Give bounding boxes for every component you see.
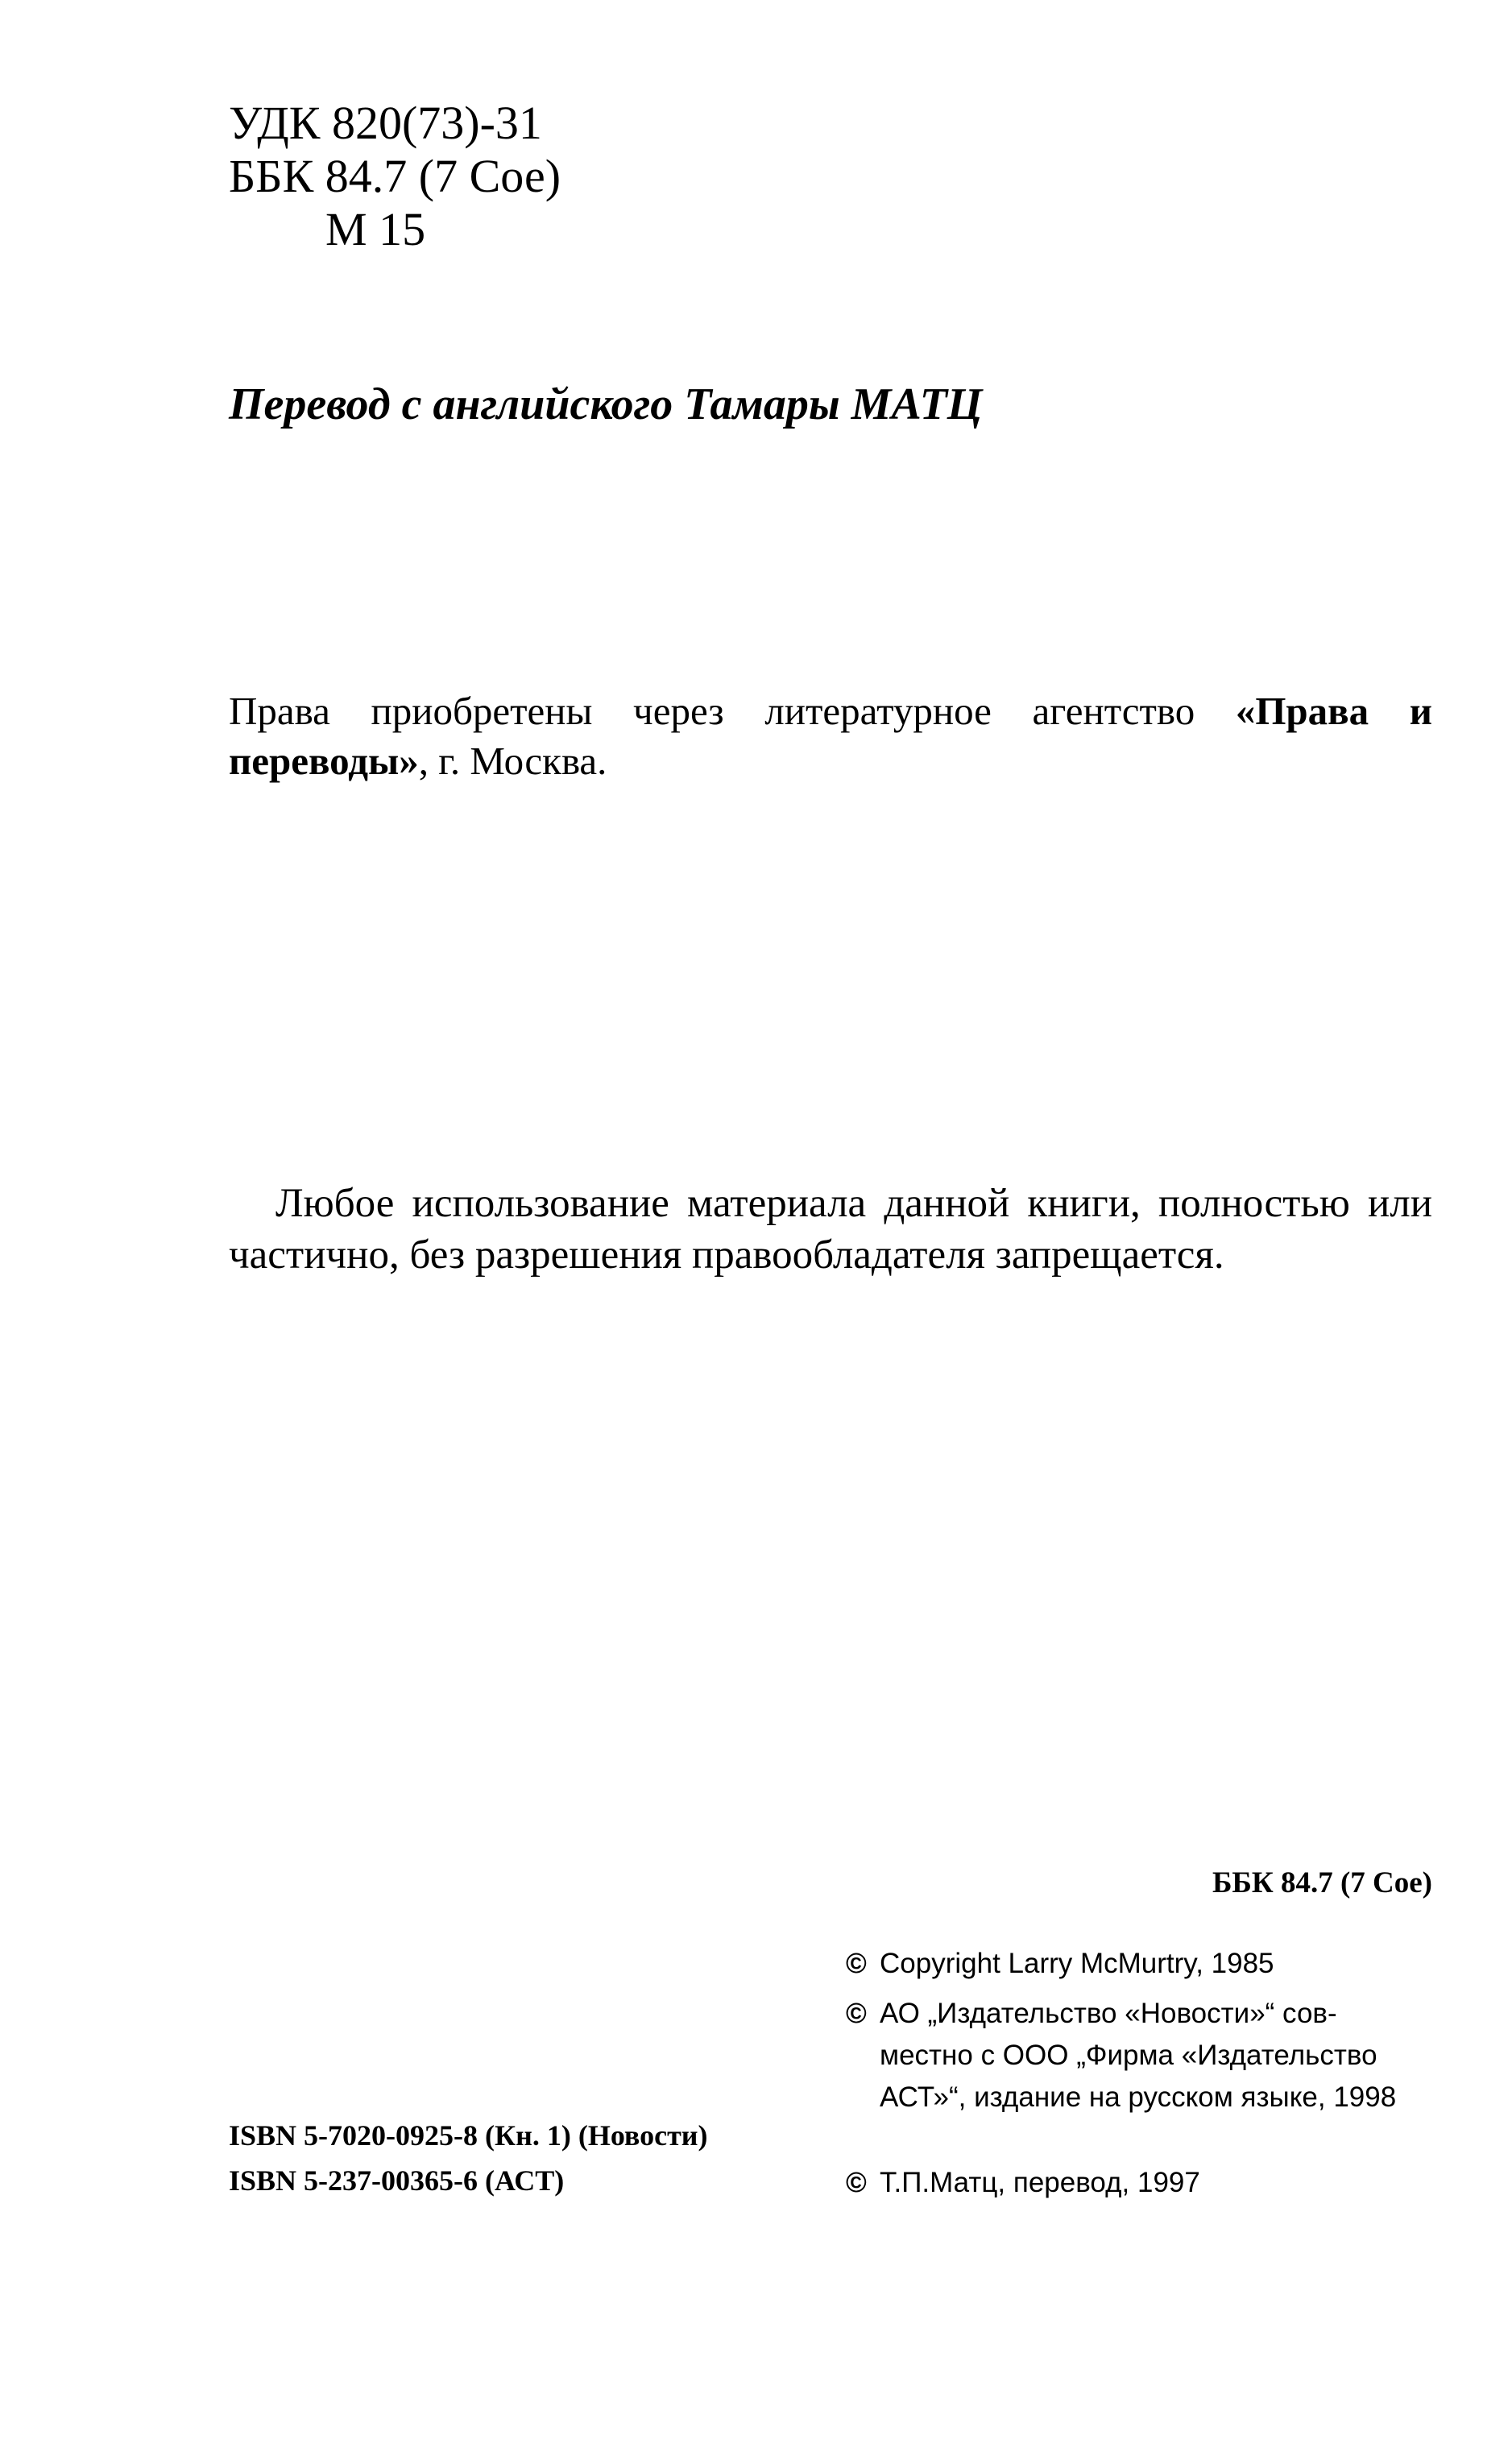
isbn-line: ISBN 5-7020-0925-8 (Кн. 1) (Новости) [229,2119,708,2152]
copyright-line [846,1943,1442,1985]
copyright-symbol: © [846,2167,867,2198]
copyright-text-continued: местно с ООО „Фирма «Издательство АСТ»“, издание на русском языке, 1998 [880,2040,1397,2113]
author-mark: М 15 [325,203,426,255]
rights-prefix: Права приобретены через литературное агентство [229,689,1236,733]
copyright-symbol: © [846,1998,867,2029]
udk-code: УДК 820(73)-31 [229,97,542,149]
bbk-code: ББК 84.7 (7 Сое) [229,150,561,202]
rights-suffix: , г. Москва. [418,739,607,783]
translator-credit: Перевод с английского Тамары МАТЦ [229,379,983,429]
usage-notice: Любое использование материала данной книги, полностью или частично, без разрешения правообладателя запрещается. [229,1181,1432,1278]
copyright-symbol: © [846,1948,867,1979]
isbn-line: ISBN 5-237-00365-6 (АСТ) [229,2164,565,2197]
copyright-line [846,2162,1442,2204]
rights-agency: «Права и переводы» [229,689,1432,783]
bbk-code-bottom: ББК 84.7 (7 Сое) [1212,1866,1432,1899]
copyright-text: Т.П.Матц, перевод, 1997 [880,2167,1200,2198]
rights-notice [229,686,1432,786]
copyright-line [846,1993,1442,2119]
copyright-text: АО „Издательство «Новости»“ сов- [880,1998,1337,2029]
copyright-text: Copyright Larry McMurtry, 1985 [880,1948,1274,1979]
